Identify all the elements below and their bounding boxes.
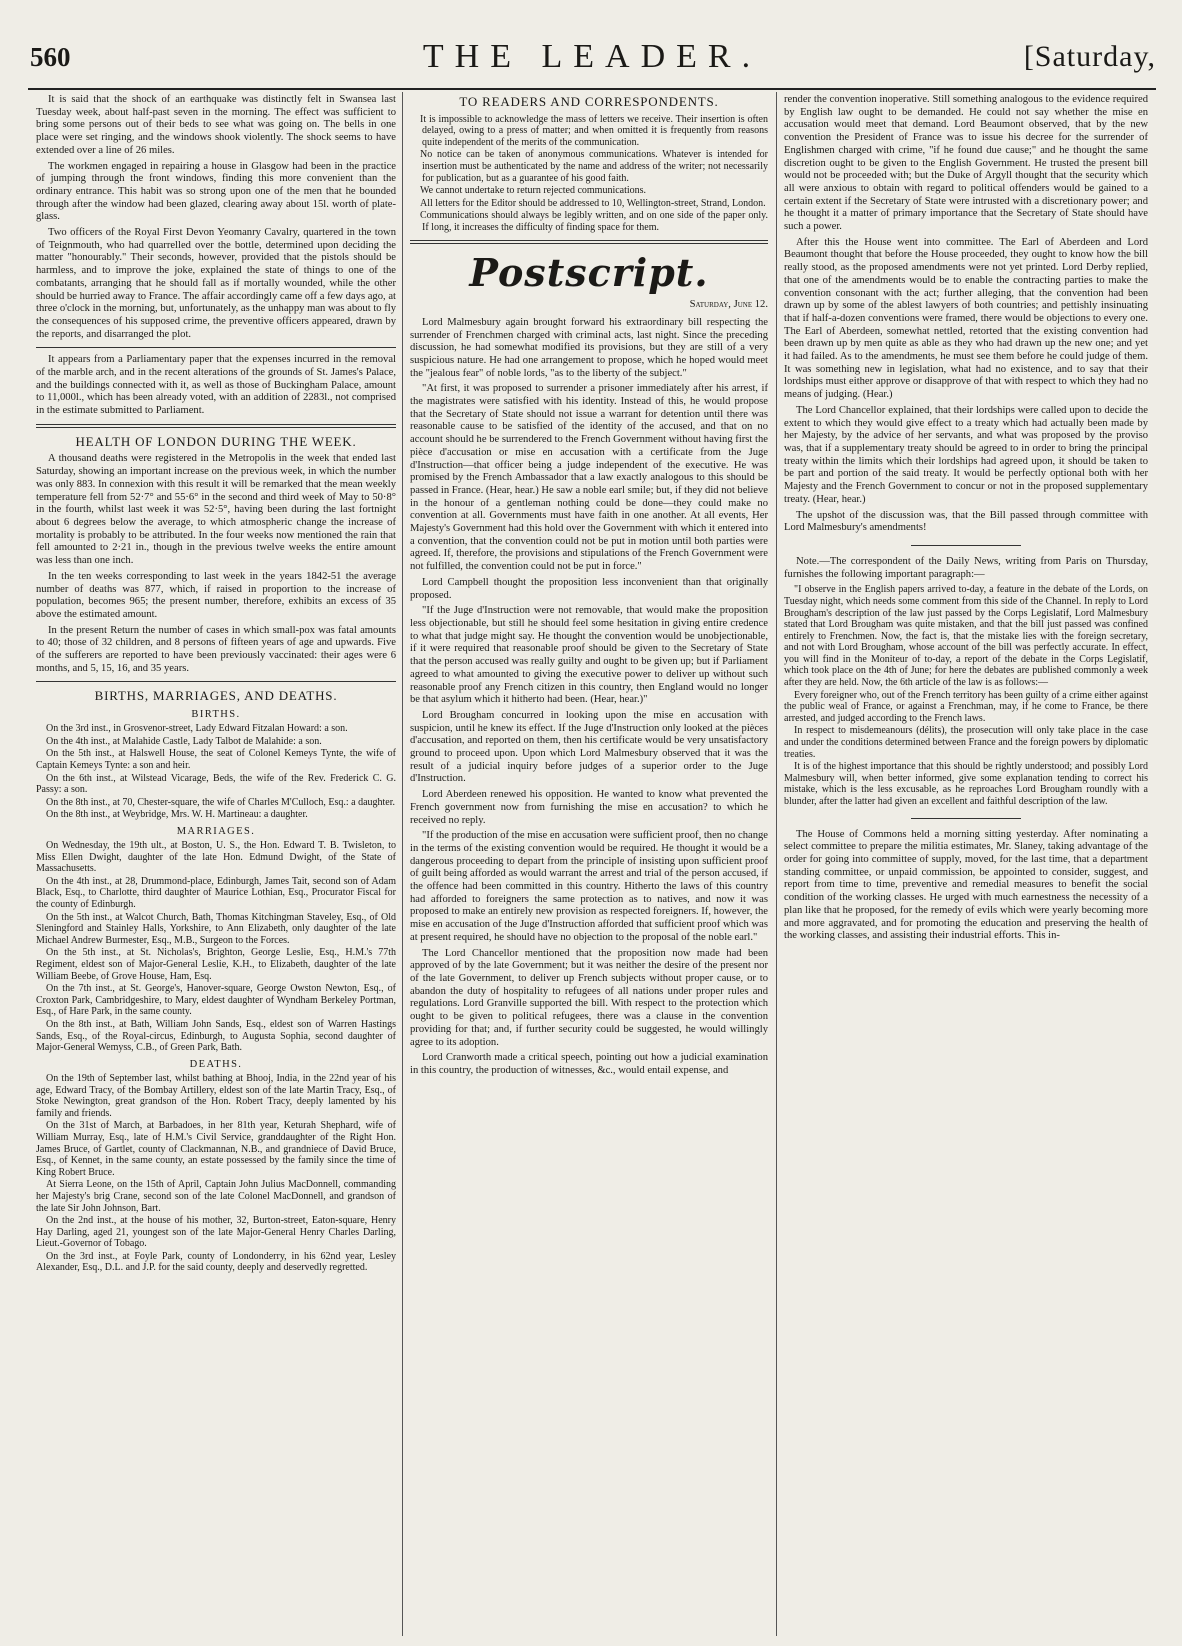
death-notice: On the 19th of September last, whilst bathing at Bhooj, India, in the 22nd year of his age, Edward Tracy, of the Bombay Artillery, eldest son of the late Martin Tracy, Esq., of Stoke Newington, great grandson of the Hon. Robert Tracy, deeply lamented by his family and friends. [36, 1072, 396, 1119]
postscript-paragraph: "If the Juge d'Instruction were not removable, that would make the proposition less objectionable, but still he should feel some hesitation in giving entire credence to what that judge might say. He thought the convention would be unobjectionable, if it were required that reasonable proof should be given to the Secretary of State that the person accused was really guilty and ought to be given up; but if Parliament agreed to what amounted to giving the executive power to deliver up without such reasonable proof any French citizen in this country, then England would no longer be that asylum which it hitherto had been. (Hear, hear.)" [410, 605, 768, 706]
postscript-paragraph: After this the House went into committee. The Earl of Aberdeen and Lord Beaumont thought that before the House proceeded, they ought to know how the bill really stood, as the proposed amendments were not yet printed. Lord Derby replied, that one of the amendments would be to enable the contracting parties to make the convention consonant with the act; further alleging, that the convention had been drawn up by some of the ablest lawyers of both countries; and pettishly insinuating that if half-a-dozen conventions were framed, there would be objections to every one. The Earl of Aberdeen, somewhat nettled, retorted that the existing convention had been drawn up by men quite as able as they who had drawn up the new one; and yet it had failed. As to the amendments, he must see them before he could judge of them. It was something new in legislation, what had no existence, and to say that their lordships must either approve or disapprove of that with respect to which they had no means of judging. (Hear.) [784, 236, 1148, 401]
masthead [28, 28, 1156, 76]
birth-notice: On the 5th inst., at Halswell House, the seat of Colonel Kemeys Tynte, the wife of Captain Kemeys Tynte: a son and heir. [36, 748, 396, 771]
postscript-paragraph: Lord Aberdeen renewed his opposition. He wanted to know what prevented the French government now from furnishing the mise en accusation? to which he received no reply. [410, 789, 768, 826]
article-earthquake: It is said that the shock of an earthquake was distinctly felt in Swansea last Tuesday week, about half-past seven in the morning. The effect was sufficient to bring some persons out of their beds to see what was going on. The bells in one place were set ringing, and the windows shook violently. The shock seems to have extended over a line of 26 miles. [36, 94, 396, 156]
column-divider [776, 92, 777, 1636]
column-left [36, 94, 396, 1634]
health-paragraph: In the present Return the number of cases in which small-pox was fatal amounts to 40; those of 32 children, and 8 persons of fifteen years of age and upwards. Five of the sufferers are reported to have been previously vaccinated: their ages were 6 months, and 5, 15, 16, and 35 years. [36, 624, 396, 674]
death-notice: On the 2nd inst., at the house of his mother, 32, Burton-street, Eaton-square, Henry Hay Darling, aged 21, youngest son of the late Major-General Henry Charles Darling, Lieut.-Governor of Tobago. [36, 1215, 396, 1250]
marriage-notice: On the 8th inst., at Bath, William John Sands, Esq., eldest son of Warren Hastings Sands, Esq., of the Royal-circus, Edinburgh, to Augusta Sophia, second daughter of Major-General Wemyss, C.B., of Green Park, Bath. [36, 1019, 396, 1054]
note-paragraph: Every foreigner who, out of the French territory has been guilty of a crime either against the public weal of France, or against a Frenchman, may, if he come to France, be there arrested, and judged according to the French laws. [784, 689, 1148, 724]
death-notice: At Sierra Leone, on the 15th of April, Captain John Julius MacDonnell, commanding her Majesty's brig Crane, second son of the late Colonel MacDonnell, and grandson of the late Sir John Johnson, Bart. [36, 1179, 396, 1214]
short-rule [911, 818, 1021, 819]
marriage-notice: On the 5th inst., at St. Nicholas's, Brighton, George Leslie, Esq., H.M.'s 77th Regiment, eldest son of Major-General Leslie, K.H., to Elizabeth, daughter of the late William Beebe, of Grove House, Ham, Esq. [36, 947, 396, 982]
births-heading: BIRTHS. [191, 709, 241, 721]
postscript-paragraph: Lord Malmesbury again brought forward his extraordinary bill respecting the surrender of Frenchmen charged with criminal acts, last night. Since the preceding discussion, he had somewhat modified its provisions, but they are still of a very suspicious nature. He had one arrangement to propose, which he hoped would meet the "jealous fear" of noble lords, "as to the liberty of the subject." [410, 316, 768, 379]
notice-item: We cannot undertake to return rejected communications. [420, 185, 647, 197]
marriage-notice: On the 7th inst., at St. George's, Hanover-square, George Owston Newton, Esq., of Croxton Park, Cambridgeshire, to Mary, eldest daughter of Wyndham Berkeley Portman, Esq., of Hare Park, in the same county. [36, 983, 396, 1018]
death-notice: On the 31st of March, at Barbadoes, in her 81th year, Keturah Shephard, wife of William Murray, Esq., late of H.M.'s Civil Service, granddaughter of the Right Hon. James Bruce, of Gartlet, county of Clackmannan, N.B., and grandniece of David Bruce, Esq., of Kennet, in the same county, an estate possessed by the family since the time of King Robert Bruce. [36, 1120, 396, 1178]
rule [36, 347, 396, 348]
readers-notices [410, 114, 768, 234]
postscript-paragraph: Lord Campbell thought the proposition less inconvenient than that originally proposed. [410, 576, 768, 601]
marriage-notice: On Wednesday, the 19th ult., at Boston, U. S., the Hon. Edward T. B. Twisleton, to Miss Ellen Dwight, daughter of the late Hon. Edmund Dwight, of the State of Massachusetts. [36, 840, 396, 875]
health-paragraph: In the ten weeks corresponding to last week in the years 1842-51 the average number of deaths was 877, which, if raised in proportion to the increase of population, becomes 965; the present number, therefore, exhibits an excess of 35 above the estimated amount. [36, 570, 396, 620]
birth-notice: On the 8th inst., at 70, Chester-square, the wife of Charles M'Culloch, Esq.: a daughter. [46, 796, 396, 808]
article-duel: Two officers of the Royal First Devon Yeomanry Cavalry, quartered in the town of Teignmouth, who had quarrelled over the bottle, determined upon deciding the matter "honourably." Their seconds, however, provided that the pistols should be harmless, and to improve the joke, explained the state of things to one of the combatants, arranging that he should fall as if mortally wounded, while the other should be hurried away to France. The affair accordingly came off a few days ago, at three o'clock in the morning, but, unfortunately, as the unhappy man was about to fly the consequences of his supposed crime, the preventive officers appeared, drawn by the reports, and disarranged the plot. [36, 227, 396, 340]
birth-notice: On the 3rd inst., in Grosvenor-street, Lady Edward Fitzalan Howard: a son. [46, 723, 348, 735]
article-glasgow: The workmen engaged in repairing a house in Glasgow had been in the practice of jumping through the front windows, finding this more convenient than the ordinary entrance. This habit was so strong upon one of the men that he bounded through after the window had been glazed, clearing away about 15l. worth of plate-glass. [36, 160, 396, 223]
double-rule [410, 240, 768, 244]
postscript-title: Postscript. [469, 249, 709, 295]
rule [36, 681, 396, 682]
postscript-paragraph: The Lord Chancellor mentioned that the proposition now made had been approved of by the late Government; but it was neither the desire of the present nor of the late Government, to deliver up French subjects without proper cause, or to abandon the duty of hospitality to refugees of all nations under proper rules and regulations. Lord Granville supported the bill. With respect to the protection which ought to be given to political refugees, there was a clause in the convention providing for that; and, if further security could be suggested, he would willingly agree to its adoption. [410, 947, 768, 1048]
death-notice: On the 3rd inst., at Foyle Park, county of Londonderry, in his 62nd year, Lesley Alexander, Esq., D.L. and J.P. for the said county, deeply and deservedly regretted. [36, 1250, 396, 1274]
masthead-rule [28, 88, 1156, 90]
note-quote [784, 584, 1148, 807]
note-intro: Note.—The correspondent of the Daily News, writing from Paris on Thursday, furnishes the following important paragraph:— [784, 555, 1148, 580]
postscript-paragraph: Lord Brougham concurred in looking upon the mise en accusation with suspicion, until he knew its effect. If the Juge d'Instruction only looked at the pièces d'accusation, and reported on them, then his certificate would be very unsatisfactory ground to proceed upon. Upon which Lord Malmesbury observed that it was the result of a judicial inquiry before judges of a superior order to the Juge d'Instruction. [410, 709, 768, 785]
newspaper-title: THE LEADER. [422, 38, 762, 75]
notice-item: It is impossible to acknowledge the mass of letters we receive. Their insertion is often delayed, owing to a press of matter; and when omitted it is frequently from reasons quite independent of the merits of the communication. [420, 113, 768, 148]
note-paragraph: In respect to misdemeanours (délits), the prosecution will only take place in the case and under the conditions determined between France and the foreign powers by diplomatic treaties. [784, 725, 1148, 760]
masthead-day: [Saturday, [1023, 40, 1156, 73]
deaths-heading: DEATHS. [189, 1058, 243, 1070]
notice-item: No notice can be taken of anonymous communications. Whatever is intended for insertion must be authenticated by the name and address of the writer; not necessarily for publication, but as a guarantee of his good faith. [420, 149, 768, 184]
birth-notice: On the 4th inst., at Malahide Castle, Lady Talbot de Malahide: a son. [46, 735, 322, 747]
page-number: 560 [30, 42, 71, 72]
readers-heading: TO READERS AND CORRESPONDENTS. [459, 94, 719, 109]
postscript-paragraph: "At first, it was proposed to surrender a prisoner immediately after his arrest, if the magistrates were satisfied with his identity. Instead of this, he would propose that the Secretary of State should not issue a warrant for detention until there was reasonable cause to be satisfied of the identity of the accused, and that on no account should he be surrendered to the French Government without having first the pièce d'accusation or mise en accusation with a certificate from the Juge d'Instruction—that officer being a judge independent of the executive. He was promised by the French Ambassador that a law exactly analogous to this should be passed in France. (Hear, hear.) He saw a noble earl smile; but, if they did not believe in the honour of a gentleman nothing could be done—they could make no convention at all. Governments must have faith in one another. At all events, Her Majesty's Government had this hold over the Government with which it entered into a convention, that the convention could not be put in motion until both parties were agreed. If, therefore, the provisions and stipulations of the French Government were not fulfilled, the convention could not be put in force." [410, 383, 768, 573]
bmd-heading: BIRTHS, MARRIAGES, AND DEATHS. [94, 688, 338, 704]
marriage-notice: On the 5th inst., at Walcot Church, Bath, Thomas Kitchingman Staveley, Esq., of Old Sleningford and Stainley Halls, Yorkshire, to Ann Elizabeth, only daughter of the late Michael Andrew Burmester, Esq., M.B., Surgeon to the Forces. [36, 911, 396, 946]
column-divider [402, 92, 403, 1636]
notice-item: Communications should always be legibly written, and on one side of the paper only. If long, it increases the difficulty of finding space for them. [420, 210, 768, 233]
column-right [784, 94, 1148, 1634]
postscript-paragraph: "If the production of the mise en accusation were sufficient proof, then no change in the terms of the existing convention would be required. He thought it would be a dangerous proceeding to depart from the principle of insisting upon sufficient proof of guilt being afforded as would warrant the arrest and trial of the person accused, if the offence had been committed in this country. Hitherto the laws of this country had afforded to foreigners the same protection as to natives, and now it was proposed to make an entirely new provision as respected foreigners. If, however, the mise en accusation of the Juge d'Instruction afforded that sufficient proof which was at present required, he should have no objection to the proposal of the noble earl." [410, 830, 768, 943]
column-middle [410, 94, 768, 1634]
postscript-date: Saturday, June 12. [689, 299, 768, 311]
article-marble-arch: It appears from a Parliamentary paper that the expenses incurred in the removal of the marble arch, and in the recent alterations of the grounds of St. James's Palace, and the buildings connected with it, as well as those of Buckingham Palace, amount to 11,000l., which has been already voted, with an addition of 2283l., not comprised in the estimate submitted to Parliament. [36, 354, 396, 417]
birth-notice: On the 6th inst., at Wilstead Vicarage, Beds, the wife of the Rev. Frederick C. G. Passy: a son. [36, 772, 396, 796]
short-rule [911, 545, 1021, 546]
marriages-heading: MARRIAGES. [176, 825, 256, 837]
commons-paragraph: The House of Commons held a morning sitting yesterday. After nominating a select committee to prepare the militia estimates, Mr. Slaney, taking advantage of the order for going into committee of supply, moved, for the last time, that a department standing committee, or unpaid commission, be appointed to consider, suggest, and report from time to time, preventive and remedial measures to benefit the social condition of the working classes. He urged with much earnestness the necessity of a plan like that he proposed, for the remedy of evils which were yearly becoming more and more aggravated, and for promoting the education and preserving the health of the working classes, and assisting their industrial efforts. This in- [784, 828, 1148, 942]
double-rule [36, 424, 396, 428]
note-paragraph: It is of the highest importance that this should be rightly understood; and possibly Lord Malmesbury will, when better informed, give some explanation tending to correct his mistake, which is the less excusable, as he reproaches Lord Brougham roundly with a blunder, after the latter had given an excellent and faithful description of the law. [784, 761, 1148, 807]
postscript-paragraph: Lord Cranworth made a critical speech, pointing out how a judicial examination in this country, the production of witnesses, &c., would entail expense, and [410, 1052, 768, 1076]
marriage-notice: On the 4th inst., at 28, Drummond-place, Edinburgh, James Tait, second son of Adam Black, Esq., to Charlotte, third daughter of Maurice Lothian, Esq., Procurator Fiscal for the county of Edinburgh. [36, 875, 396, 911]
health-paragraph: A thousand deaths were registered in the Metropolis in the week that ended last Saturday, showing an important increase on the previous week, in which the number was only 883. In connexion with this result it will be remarked that the mean weekly temperature fell from 52·7° and 55·6° in the second and third week of May to 50·8° in the fourth, whilst last week it was 52·5°, having been during the last fortnight about 6 degrees below the average, to which atmospheric change the increase of mortality is probably to be attributed. In the four weeks now mentioned the rain that fell amounted to 2·21 in., though in the previous twelve weeks the entire amount was less than one inch. [36, 453, 396, 567]
bmd-section [36, 709, 396, 1274]
postscript-paragraph: The Lord Chancellor explained, that their lordships were called upon to decide the extent to which they would give effect to a treaty which had actually been made by her Majesty, by the advice of her servants, and what was proposed by the proviso was, that if a supplementary treaty should be agreed to in order to bring the principal treaty within the limits which their lordships had agreed upon, it should be taken to be part and portion of the said treaty. It would be perfectly optional both with her Majesty and the French Government to concur or not in the proposed supplementary treaty. (Hear, hear.) [784, 404, 1148, 505]
birth-notice: On the 8th inst., at Weybridge, Mrs. W. H. Martineau: a daughter. [46, 809, 308, 821]
notice-item: All letters for the Editor should be addressed to 10, Wellington-street, Strand, London. [420, 197, 766, 209]
postscript-continued: render the convention inoperative. Still something analogous to the evidence required by English law ought to be demanded. He could not say whether the mise en accusation would meet that demand. Lord Beaumont observed, that by the new convention the President of France was to issue his decree for the surrender of Englishmen charged with crime, "if he found due cause;" and he thought the same discretion ought to be given to the English Government. He trusted the present bill would not be proceeded with; but the Duke of Argyll thought that the security which all were anxious to obtain with regard to political offenders would be gained to a certain extent if the Secretary of State were intrusted with a discretionary power; and he thought it a matter of primary importance that the Secretary of State should have such a power. [784, 94, 1148, 233]
note-paragraph: "I observe in the English papers arrived to-day, a feature in the debate of the Lords, on Tuesday night, which needs some comment from this side of the Channel. In reply to Lord Brougham's description of the law just passed by the Corps Legislatif, Lord Malmesbury stated that Lord Brougham was quite mistaken, and that the bill just passed was confined entirely to Frenchmen. Now, the fact is, that the mistake lies with the foreign secretary, and not with Lord Brougham, whose account of the bill was perfectly accurate. In effect, you will find in the Moniteur of to-day, a report of the debate in the Corps Legislatif, which took place on the 4th of June; for here the debates are published commonly a week after they are held. Now, the 6th article of the law is as follows:— [784, 584, 1148, 689]
health-heading: HEALTH OF LONDON DURING THE WEEK. [75, 433, 357, 449]
postscript-paragraph: The upshot of the discussion was, that the Bill passed through committee with Lord Malmesbury's amendments! [784, 509, 1148, 534]
